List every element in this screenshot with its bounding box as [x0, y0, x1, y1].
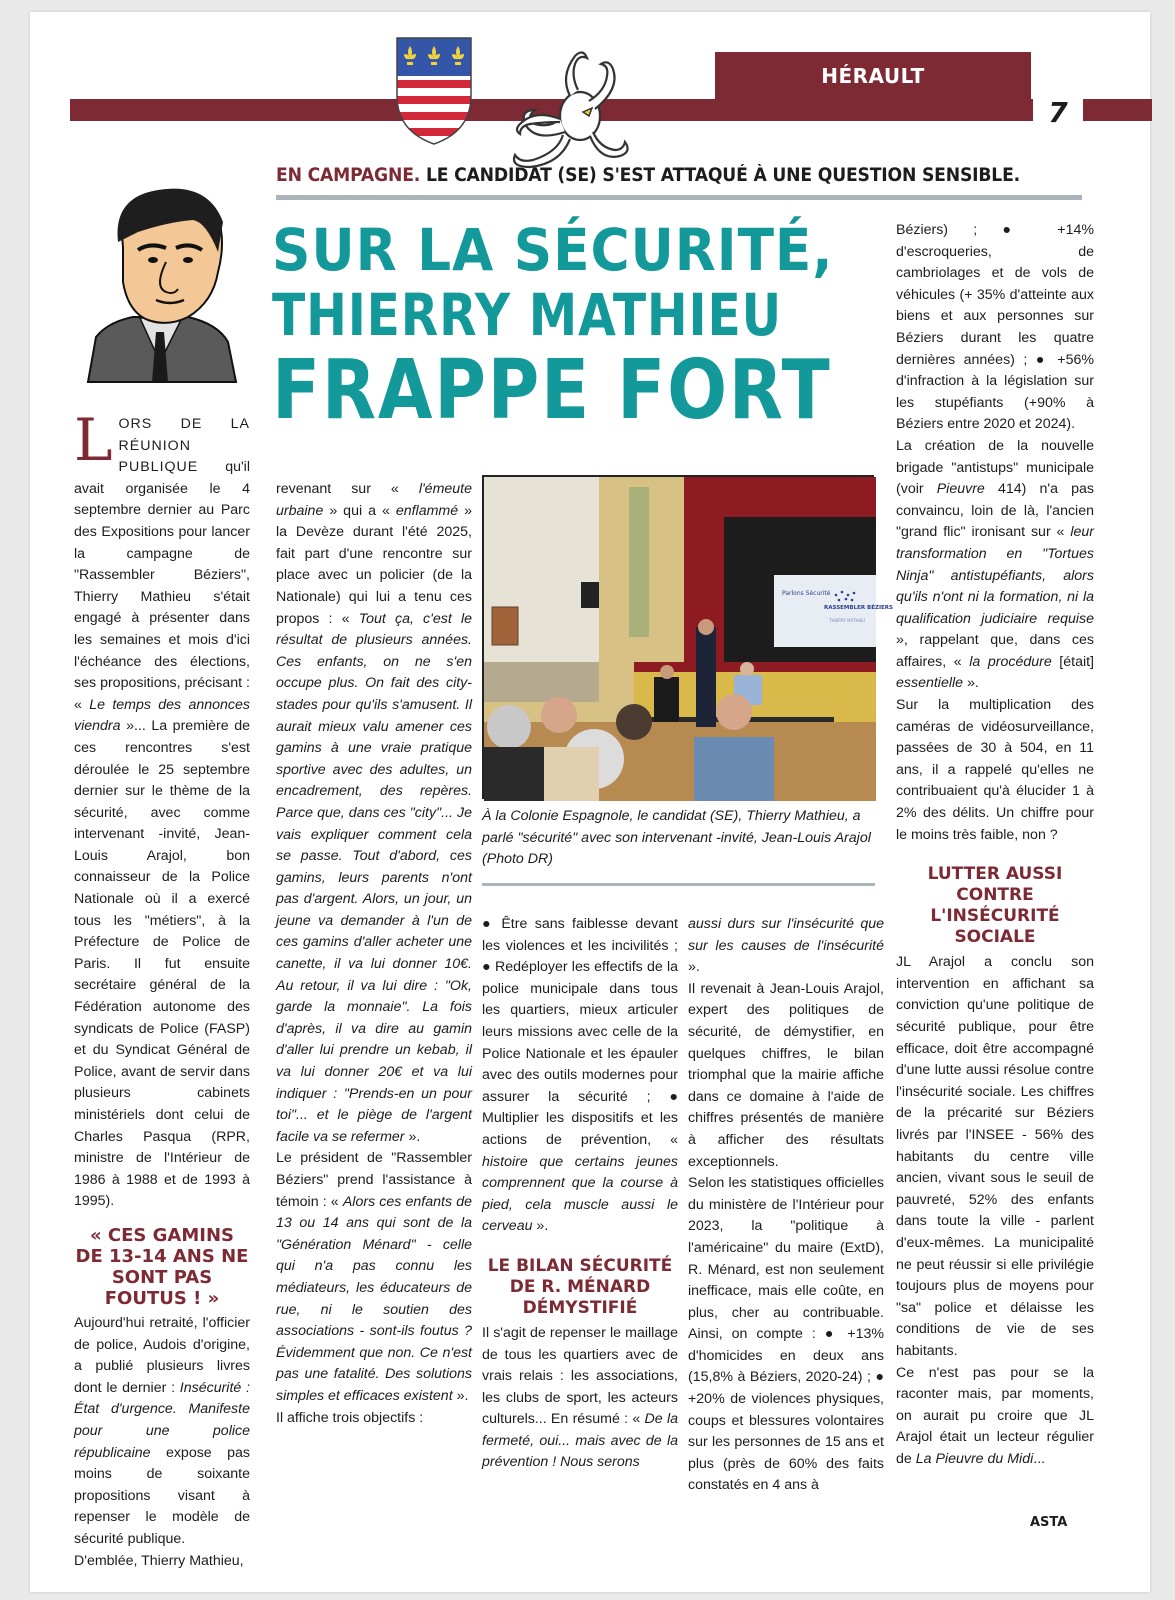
body-text: ». [452, 1387, 469, 1404]
screen-title: Parlons Sécurité [782, 590, 831, 597]
quote-text: De la fermeté, oui... mais avec de la prévention ! Nous serons [482, 1411, 679, 1471]
subhead-insecurite-sociale: LUTTER AUSSI CONTRE L'INSÉCURITÉ SOCIALE [927, 864, 1063, 948]
section-label: HÉRAULT [715, 52, 1031, 100]
quote-text: essentielle [896, 675, 964, 692]
quote-text: l'émeute urbaine [276, 481, 472, 519]
headline [272, 216, 882, 438]
body-text: » qui a « [323, 502, 396, 519]
kicker-text: LE CANDIDAT (SE) S'EST ATTAQUÉ À UNE QUESTION SENSIBLE. [425, 165, 1021, 186]
caricature-portrait [78, 172, 243, 387]
body-text: ● Être sans faiblesse devant les violences et les incivilités ; ● Redéployer les effectifs de la police municipale dans tous les quartiers, mieux articuler leurs missions avec celle de la Police Nationale et les épauler avec des outils modernes pour assurer la sécurité ; ● Multiplier les dispositifs et les actions de prévention, « [482, 916, 678, 1148]
subhead-bilan: LE BILAN SÉCURITÉ DE R. MÉNARD DÉMYSTIFIÉ [487, 1255, 673, 1318]
body-text: [était] [1051, 653, 1094, 670]
body-text: Ce n'est pas pour se la raconter mais, par moments, on aurait pu croire que JL Arajol était un lecteur régulier de [896, 1364, 1094, 1467]
body-text: » la Devèze durant l'été 2025, fait part d'une rencontre sur place avec un policier (de la Nationale) qui lui a tenu ces propos : « [276, 502, 472, 627]
body-text: expose pas moins de soixante propositions visant à repenser le modèle de sécurité publique. [74, 1444, 250, 1547]
kicker [276, 165, 1029, 186]
author-signature: ASTA [1030, 1515, 1068, 1530]
lead-caps: ORS DE LA RÉUNION PUBLIQUE [118, 416, 250, 476]
publication-ref: La Pieuvre du Midi [915, 1450, 1034, 1467]
beziers-coat-of-arms-icon [395, 36, 473, 146]
body-text: JL Arajol a conclu son intervention en affichant sa conviction qu'une politique de sécurité publique, pour être efficace, doit être accompagné d'une lutte aussi résolue contre l'insécurité sociale. Les chiffres de la précarité sur Béziers livrés par l'INSEE - 56% des habitants du centre ville ancien, vivant sous le seuil de pauvreté, 52% des enfants dans toute la ville - parlent d'eux-mêmes. La municipalité ne peut réussir si elle privilégie toujours plus de moyens pour "sa" police et délaisse les conditions de vie de ses habitants. [896, 954, 1094, 1359]
body-text: »... La première de ces rencontres s'est déroulée le 25 septembre dernier sur le thème de la sécurité, avec comme intervenant -invité, Jean-Louis Arajol, bon connaisseur de la Police Nationale où il a exercé tous les "métiers", à la Préfecture de Police de Paris. Il fut ensuite secrétaire général de la Fédération autonome des syndicats de Police (FASP) et du Syndicat Général de Police, avant de servir dans plusieurs cabinets ministériels dont celui de Charles Pasqua (RPR, ministre de l'Intérieur de 1986 à 1988 et de 1993 à 1995). [74, 718, 250, 1210]
article-column-3 [482, 914, 678, 1474]
event-photo [482, 475, 893, 799]
body-text: Il s'agit de repenser le maillage de tous les quartiers avec de vrais relais : les associations, les clubs de sport, les acteurs culturels... En résumé : « [482, 1324, 678, 1428]
screen-logo: RASSEMBLER BÉZIERS [824, 605, 893, 611]
quote-text: la procédure [969, 653, 1052, 670]
body-text: Le président de "Rassembler Béziers" prend l'assistance à témoin : « [276, 1150, 472, 1210]
body-text: », rappelant que, dans ces affaires, « [896, 632, 1094, 670]
body-text: ». [963, 675, 979, 692]
body-text: Selon les statistiques officielles du ministère de l'Intérieur pour 2023, la "politique à l'américaine" du maire (ExtD), R. Ménard, est non seulement inefficace, mais elle coûte, en plus, cher au contribuable. Ainsi, on compte : ● +13% d'homicides en deux ans (15,8% à Béziers, 2020-24) ; ● +20% de violences physiques, coups et blessures volontaires sur les personnes de 15 ans et plus (près de 60% des faits constatés en 4 ans à [688, 1175, 884, 1494]
body-text: La création de la nouvelle brigade "antistups" municipale (voir [896, 437, 1094, 498]
quote-text: enflammé [395, 502, 459, 519]
caption-rule [482, 883, 875, 886]
quote-text: histoire que certains jeunes comprennent que la course à pied, cela muscle aussi le cerveau [482, 1153, 678, 1235]
page-number: 7 [1033, 82, 1083, 142]
body-text: 414) n'a pas convaincu, loin de là, l'ancien "grand flic" ironisant sur « [896, 481, 1094, 541]
drop-cap: L [74, 406, 113, 474]
quote-text: Alors ces enfants de 13 ou 14 ans qui sont de la "Génération Ménard" - celle qui n'a pas connu les médiateurs, les éducateurs de rue, ni le soutien des associations - sont-ils foutus ? Évidemment que non. Ce n'est pas une fatalité. Des solutions simples et efficaces existent [276, 1193, 472, 1404]
quote-text: Tout ça, c'est le résultat de plusieurs années. Ces enfants, on ne s'en occupe plus. On fait des city-stades pour qu'ils s'amusent. Il aurait mieux valu amener ces gamins à une vraie pratique sportive avec des adultes, un encadrement, des repères. Parce que, dans ces "city"... Je vais expliquer comment cela se passe. Tout d'abord, ces gamins, leurs parents n'ont pas d'argent. Alors, un jour, un jeune va demander à l'un de ces gamins d'aller acheter une canette, il va lui donner 10€. Au retour, il va lui dire : "Ok, garde la monnaie". La fois d'après, il va dire au gamin d'aller lui prendre un kebab, il va lui donner 20€ et va lui indiquer : "Prends-en un pour toi"... et le piège de l'argent facile va se refermer [276, 610, 472, 1145]
kicker-lead: EN CAMPAGNE. [276, 165, 421, 186]
body-text: ». [404, 1128, 421, 1145]
body-text: Sur la multiplication des caméras de vidéosurveillance, passées de 30 à 504, en 11 ans, il a rappelé qu'elles ne contribuaient qu'à élucider 1 à 2% des délits. Un chiffre pour le moins très faible, non ? [896, 697, 1094, 843]
article-column-1 [74, 406, 250, 1572]
article-column-2 [276, 479, 472, 1429]
newspaper-page [30, 12, 1150, 1592]
photo-scene [484, 477, 893, 801]
quote-text: leur transformation en "Tortues Ninja" antistupéfiants, alors qu'ils n'ont ni la formation, ni la qualification judiciaire requise [896, 524, 1094, 627]
article-column-4 [688, 914, 884, 1497]
body-text: Aujourd'hui retraité, l'officier de police, Audois d'origine, a publié plusieurs livres dont le dernier : [74, 1314, 250, 1396]
octopus-mascot-icon [500, 44, 635, 174]
publication-ref: Pieuvre [936, 481, 985, 498]
headline-line-1: SUR LA SÉCURITÉ, [272, 216, 834, 284]
body-text: qu'il avait organisée le 4 septembre dernier au Parc des Expositions pour lancer la campagne de "Rassembler Béziers", Thierry Mathieu s'était engagé à présenter dans les semaines et mois d'ici l'échéance des élections, ses propositions, précisant : « [74, 459, 250, 713]
body-text: ». [532, 1218, 549, 1235]
article-column-5 [896, 220, 1094, 1470]
body-text: revenant sur « [276, 481, 419, 497]
body-text: Béziers) ; ● +14% d'escroqueries, de cambriolages et de vols de véhicules (+ 35% d'atteinte aux biens et aux personnes sur Béziers durant les quatre dernières années) ; ● +56% d'infraction à la législation sur les stupéfiants (+90% à Béziers entre 2020 et 2024). [896, 222, 1094, 433]
body-text: D'emblée, Thierry Mathieu, [74, 1552, 244, 1569]
book-title: Insécurité : État d'urgence. Manifeste pour une police républicaine [74, 1379, 250, 1461]
kicker-rule [276, 195, 1082, 200]
quote-text: aussi durs sur l'insécurité que sur les causes de l'insécurité [688, 916, 884, 954]
photo-caption: À la Colonie Espagnole, le candidat (SE), Thierry Mathieu, a parlé "sécurité" avec son intervenant -invité, Jean-Louis Arajol (Photo DR) [482, 808, 871, 868]
body-text: ... [1033, 1450, 1046, 1467]
headline-line-2: THIERRY MATHIEU [272, 281, 783, 349]
body-text: Il revenait à Jean-Louis Arajol, expert des politiques de sécurité, de démystifier, en quelques chiffres, le bilan triomphal que la mairie affiche dans ce domaine à l'aide de chiffres présentés de manière à afficher des résultats exceptionnels. [688, 980, 884, 1170]
screen-tagline: THIERRY MATHIEU [829, 618, 866, 623]
headline-line-3: FRAPPE FORT [272, 343, 832, 438]
body-text: ». [688, 959, 700, 976]
subhead-gamins: « CES GAMINS DE 13-14 ANS NE SONT PAS FOUTUS ! » [75, 1224, 249, 1309]
quote-text: Le temps des annonces viendra [74, 696, 250, 735]
body-text: Il affiche trois objectifs : [276, 1409, 424, 1426]
